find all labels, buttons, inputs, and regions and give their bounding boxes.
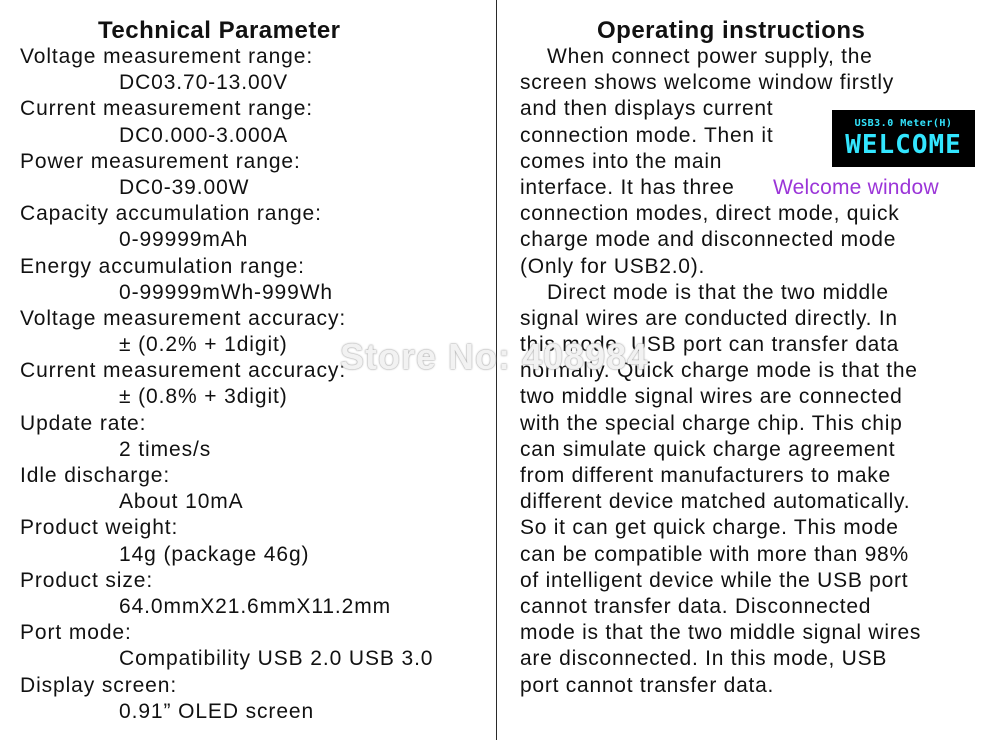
text-line: charge mode and disconnected mode bbox=[520, 228, 897, 252]
text-line: Direct mode is that the two middle bbox=[547, 280, 889, 304]
operating-instructions-heading: Operating instructions bbox=[597, 17, 866, 44]
text-line: When connect power supply, the bbox=[547, 45, 873, 68]
text-line: from different manufacturers to make bbox=[520, 464, 891, 487]
spec-value: 0-99999mWh-999Wh bbox=[119, 280, 333, 304]
spec-label: Power measurement range: bbox=[20, 149, 301, 173]
welcome-screen-image bbox=[832, 110, 975, 167]
text-line: with the special charge chip. This chip bbox=[520, 411, 903, 435]
spec-label: Product size: bbox=[20, 568, 154, 592]
spec-item bbox=[20, 96, 433, 148]
spec-value: ± (0.8% + 3digit) bbox=[119, 385, 288, 409]
spec-value: About 10mA bbox=[119, 490, 244, 514]
text-line: screen shows welcome window firstly bbox=[520, 71, 895, 95]
spec-label: Voltage measurement range: bbox=[20, 45, 314, 68]
text-line: are disconnected. In this mode, USB bbox=[520, 647, 888, 671]
text-line: this mode, USB port can transfer data bbox=[520, 333, 900, 357]
text-line: mode is that the two middle signal wires bbox=[520, 621, 922, 645]
spec-value: DC0.000-3.000A bbox=[119, 123, 289, 147]
spec-value: ± (0.2% + 1digit) bbox=[119, 333, 288, 357]
spec-value: DC0-39.00W bbox=[119, 175, 250, 199]
store-watermark: Store No: 408984 bbox=[340, 336, 649, 377]
spec-label: Display screen: bbox=[20, 673, 178, 697]
text-line: connection mode. Then it bbox=[520, 123, 774, 147]
spec-item bbox=[20, 463, 433, 515]
spec-value: 2 times/s bbox=[119, 437, 212, 461]
spec-value: DC03.70-13.00V bbox=[119, 71, 289, 95]
text-line: two middle signal wires are connected bbox=[520, 385, 903, 409]
text-line: cannot transfer data. Disconnected bbox=[520, 594, 872, 618]
spec-label: Product weight: bbox=[20, 516, 179, 540]
spec-item bbox=[20, 254, 433, 306]
spec-label: Port mode: bbox=[20, 621, 132, 645]
spec-item bbox=[20, 620, 433, 672]
technical-parameter-heading: Technical Parameter bbox=[98, 17, 341, 44]
text-line: So it can get quick charge. This mode bbox=[520, 516, 899, 540]
text-line: of intelligent device while the USB port bbox=[520, 568, 909, 592]
spec-label: Idle discharge: bbox=[20, 464, 171, 487]
text-line: can be compatible with more than 98% bbox=[520, 542, 909, 566]
spec-item bbox=[20, 149, 433, 201]
spec-label: Capacity accumulation range: bbox=[20, 202, 322, 226]
spec-value: 14g (package 46g) bbox=[119, 542, 310, 566]
spec-item bbox=[20, 201, 433, 253]
spec-item bbox=[20, 411, 433, 463]
spec-value: 0-99999mAh bbox=[119, 228, 249, 252]
spec-label: Energy accumulation range: bbox=[20, 254, 305, 278]
text-line: (Only for USB2.0). bbox=[520, 254, 706, 278]
text-line: interface. It has three bbox=[520, 175, 735, 199]
spec-value: 64.0mmX21.6mmX11.2mm bbox=[119, 594, 392, 618]
text-line: comes into the main bbox=[520, 149, 723, 173]
spec-label: Update rate: bbox=[20, 411, 147, 435]
text-line: signal wires are conducted directly. In bbox=[520, 306, 898, 330]
technical-parameter-list bbox=[20, 44, 433, 725]
text-line: normally. Quick charge mode is that the bbox=[520, 359, 918, 383]
welcome-screen-text: WELCOME bbox=[845, 129, 962, 160]
spec-label: Current measurement accuracy: bbox=[20, 359, 347, 383]
text-line: port cannot transfer data. bbox=[520, 673, 775, 697]
welcome-screen-subtitle: USB3.0 Meter(H) bbox=[854, 117, 953, 129]
spec-item bbox=[20, 44, 433, 96]
text-line: connection modes, direct mode, quick bbox=[520, 202, 900, 226]
spec-item bbox=[20, 673, 433, 725]
text-line: can simulate quick charge agreement bbox=[520, 437, 896, 461]
spec-label: Current measurement range: bbox=[20, 97, 314, 121]
spec-item bbox=[20, 568, 433, 620]
spec-value: 0.91” OLED screen bbox=[119, 699, 315, 723]
text-line: and then displays current bbox=[520, 97, 774, 121]
text-line: different device matched automatically. bbox=[520, 490, 911, 514]
spec-value: Compatibility USB 2.0 USB 3.0 bbox=[119, 647, 434, 671]
spec-label: Voltage measurement accuracy: bbox=[20, 306, 347, 330]
welcome-window-caption: Welcome window bbox=[773, 176, 939, 199]
spec-item bbox=[20, 515, 433, 567]
